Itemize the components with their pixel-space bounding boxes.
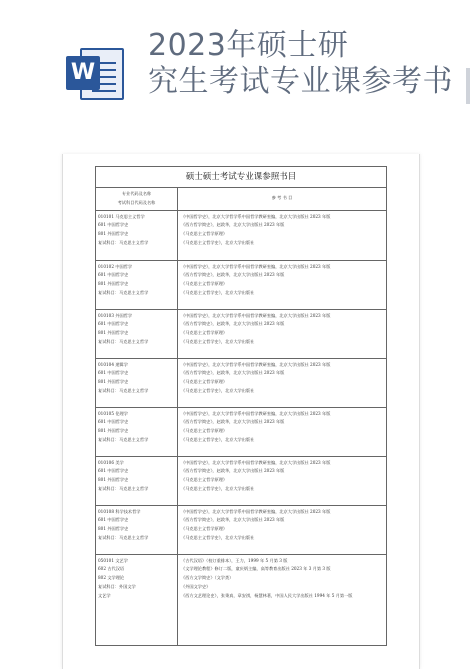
program-line: 复试科目：马克思主义哲学 [98,534,149,540]
reference-book-line: 《西方哲学简史》，赵敦华，北京大学出版社 2023 年版 [181,419,285,425]
reference-book-line: 《中国哲学史》，北京大学哲学系中国哲学教研室编，北京大学出版社 2023 年版 [181,410,331,416]
document-page [62,154,420,669]
reference-book-line: 《文学理论教程》修订二版，童庆炳主编，高等教育出版社 2023 年 3 月第 3 版 [181,566,331,572]
program-line: 010101 马克思主义哲学 [98,213,145,219]
program-cell [96,359,178,407]
table-row [96,310,386,359]
program-line: 801 外国哲学史 [98,281,129,287]
program-line: 801 外国哲学史 [98,231,129,237]
reference-cell [178,457,386,505]
reference-cell [178,408,386,456]
reference-cell [178,506,386,554]
reference-book-line: 《外国文学史》 [181,583,211,589]
reference-book-line: 《马克思主义哲学原理》 [181,526,228,532]
reference-book-line: 《马克思主义哲学原理》 [181,281,228,287]
program-line: 010108 科学技术哲学 [98,508,141,514]
table-row [96,457,386,506]
table-row [96,506,386,555]
program-line: 050101 文艺学 [98,557,128,563]
program-line: 601 中国哲学史 [98,370,129,376]
reference-book-line: 《马克思主义哲学史》，北京大学出版社 [181,239,255,245]
program-line: 801 外国哲学史 [98,379,129,385]
reference-book-line: 《中国哲学史》，北京大学哲学系中国哲学教研室编，北京大学出版社 2023 年版 [181,459,331,465]
program-line: 010102 中国哲学 [98,263,133,269]
program-line: 601 中国哲学史 [98,468,129,474]
header-left-line2: 考试科目代码及名称 [117,199,156,205]
reference-book-line: 《中国哲学史》，北京大学哲学系中国哲学教研室编，北京大学出版社 2023 年版 [181,213,331,219]
reference-cell [178,310,386,358]
program-line: 801 外国哲学史 [98,428,129,434]
table-row [96,261,386,310]
reference-book-line: 《西方哲学简史》，赵敦华，北京大学出版社 2023 年版 [181,517,285,523]
reference-cell [178,555,386,645]
document-title: 硕士硕士考试专业课参照书目 [96,167,386,188]
program-line: 601 中国哲学史 [98,517,129,523]
reference-book-line: 《西方哲学简史》，赵敦华，北京大学出版社 2023 年版 [181,370,285,376]
program-line: 010104 逻辑学 [98,361,128,367]
program-line: 601 中国哲学史 [98,272,129,278]
word-doc-icon [66,44,126,104]
program-line: 801 外国哲学史 [98,477,129,483]
reference-book-line: 《马克思主义哲学史》，北京大学出版社 [181,485,255,491]
reference-book-line: 《马克思主义哲学原理》 [181,477,228,483]
table-row [96,359,386,408]
program-line: 602 古代汉语 [98,566,125,572]
program-line: 802 文学理论 [98,575,125,581]
program-cell [96,457,178,505]
banner-edge-divider [466,68,470,104]
program-line: 文艺学 [98,592,111,598]
reference-book-line: 《马克思主义哲学史》，北京大学出版社 [181,338,255,344]
program-cell [96,506,178,554]
program-line: 010105 伦理学 [98,410,128,416]
word-doc-line [92,90,116,92]
reference-book-line: 《马克思主义哲学史》，北京大学出版社 [181,534,255,540]
table-row [96,211,386,261]
program-line: 复试科目：马克思主义哲学 [98,338,149,344]
program-line: 复试科目：马克思主义哲学 [98,485,149,491]
program-line: 复试科目：马克思主义哲学 [98,289,149,295]
reference-book-line: 《马克思主义哲学史》，北京大学出版社 [181,436,255,442]
program-cell [96,261,178,309]
program-line: 601 中国哲学史 [98,222,129,228]
reference-cell [178,211,386,260]
reference-book-line: 《中国哲学史》，北京大学哲学系中国哲学教研室编，北京大学出版社 2023 年版 [181,508,331,514]
reference-book-line: 《中国哲学史》，北京大学哲学系中国哲学教研室编，北京大学出版社 2023 年版 [181,263,331,269]
header-left-line1: 专业代码及名称 [121,191,152,196]
program-line: 010103 外国哲学 [98,312,133,318]
reference-book-line: 《西方哲学简史》，赵敦华，北京大学出版社 2023 年版 [181,272,285,278]
reference-book-line: 《马克思主义哲学史》，北京大学出版社 [181,387,255,393]
reference-book-line: 《马克思主义哲学史》，北京大学出版社 [181,289,255,295]
banner-title-line1: 2023年硕士研 [148,28,349,63]
reference-book-line: 《马克思主义哲学原理》 [181,231,228,237]
header-right-cell [178,188,386,210]
program-line: 801 外国哲学史 [98,330,129,336]
banner [0,0,474,140]
table-body [96,211,386,645]
banner-title-line2: 究生考试专业课参考书 [148,64,453,99]
reference-cell [178,261,386,309]
program-line: 复试科目：外国文学 [98,583,136,589]
program-line: 010106 美学 [98,459,124,465]
reference-book-line: 《古代汉语》（校订重排本），王力，1999 年 5 月第 3 版 [181,557,288,563]
table-header-row [96,188,386,211]
table-row [96,555,386,645]
banner-title [148,28,453,100]
reference-book-line: 《西方文学简史》（文学类） [181,575,234,581]
header-left-cell [96,188,178,210]
reference-book-line: 《西方哲学简史》，赵敦华，北京大学出版社 2023 年版 [181,468,285,474]
header-right-label: 参 考 书 目 [271,195,293,201]
program-line: 601 中国哲学史 [98,321,129,327]
reference-book-line: 《西方哲学简史》，赵敦华，北京大学出版社 2023 年版 [181,222,285,228]
reference-book-line: 《马克思主义哲学原理》 [181,330,228,336]
program-cell [96,555,178,645]
table-row [96,408,386,457]
program-cell [96,408,178,456]
word-letter-badge: W [66,56,100,90]
reference-book-line: 《马克思主义哲学原理》 [181,428,228,434]
program-line: 复试科目：马克思主义哲学 [98,436,149,442]
reference-table [95,166,387,646]
reference-cell [178,359,386,407]
reference-book-line: 《中国哲学史》，北京大学哲学系中国哲学教研室编，北京大学出版社 2023 年版 [181,361,331,367]
program-line: 复试科目：马克思主义哲学 [98,387,149,393]
reference-book-line: 《中国哲学史》，北京大学哲学系中国哲学教研室编，北京大学出版社 2023 年版 [181,312,331,318]
program-line: 601 中国哲学史 [98,419,129,425]
program-line: 801 外国哲学史 [98,526,129,532]
reference-book-line: 《西方文艺理论史》，张秉真，章安祺，杨慧林著，中国人民大学出版社 1994 年 5 月第一版 [181,592,353,598]
reference-book-line: 《西方哲学简史》，赵敦华，北京大学出版社 2023 年版 [181,321,285,327]
program-cell [96,310,178,358]
program-line: 复试科目：马克思主义哲学 [98,239,149,245]
reference-book-line: 《马克思主义哲学原理》 [181,379,228,385]
program-cell [96,211,178,260]
